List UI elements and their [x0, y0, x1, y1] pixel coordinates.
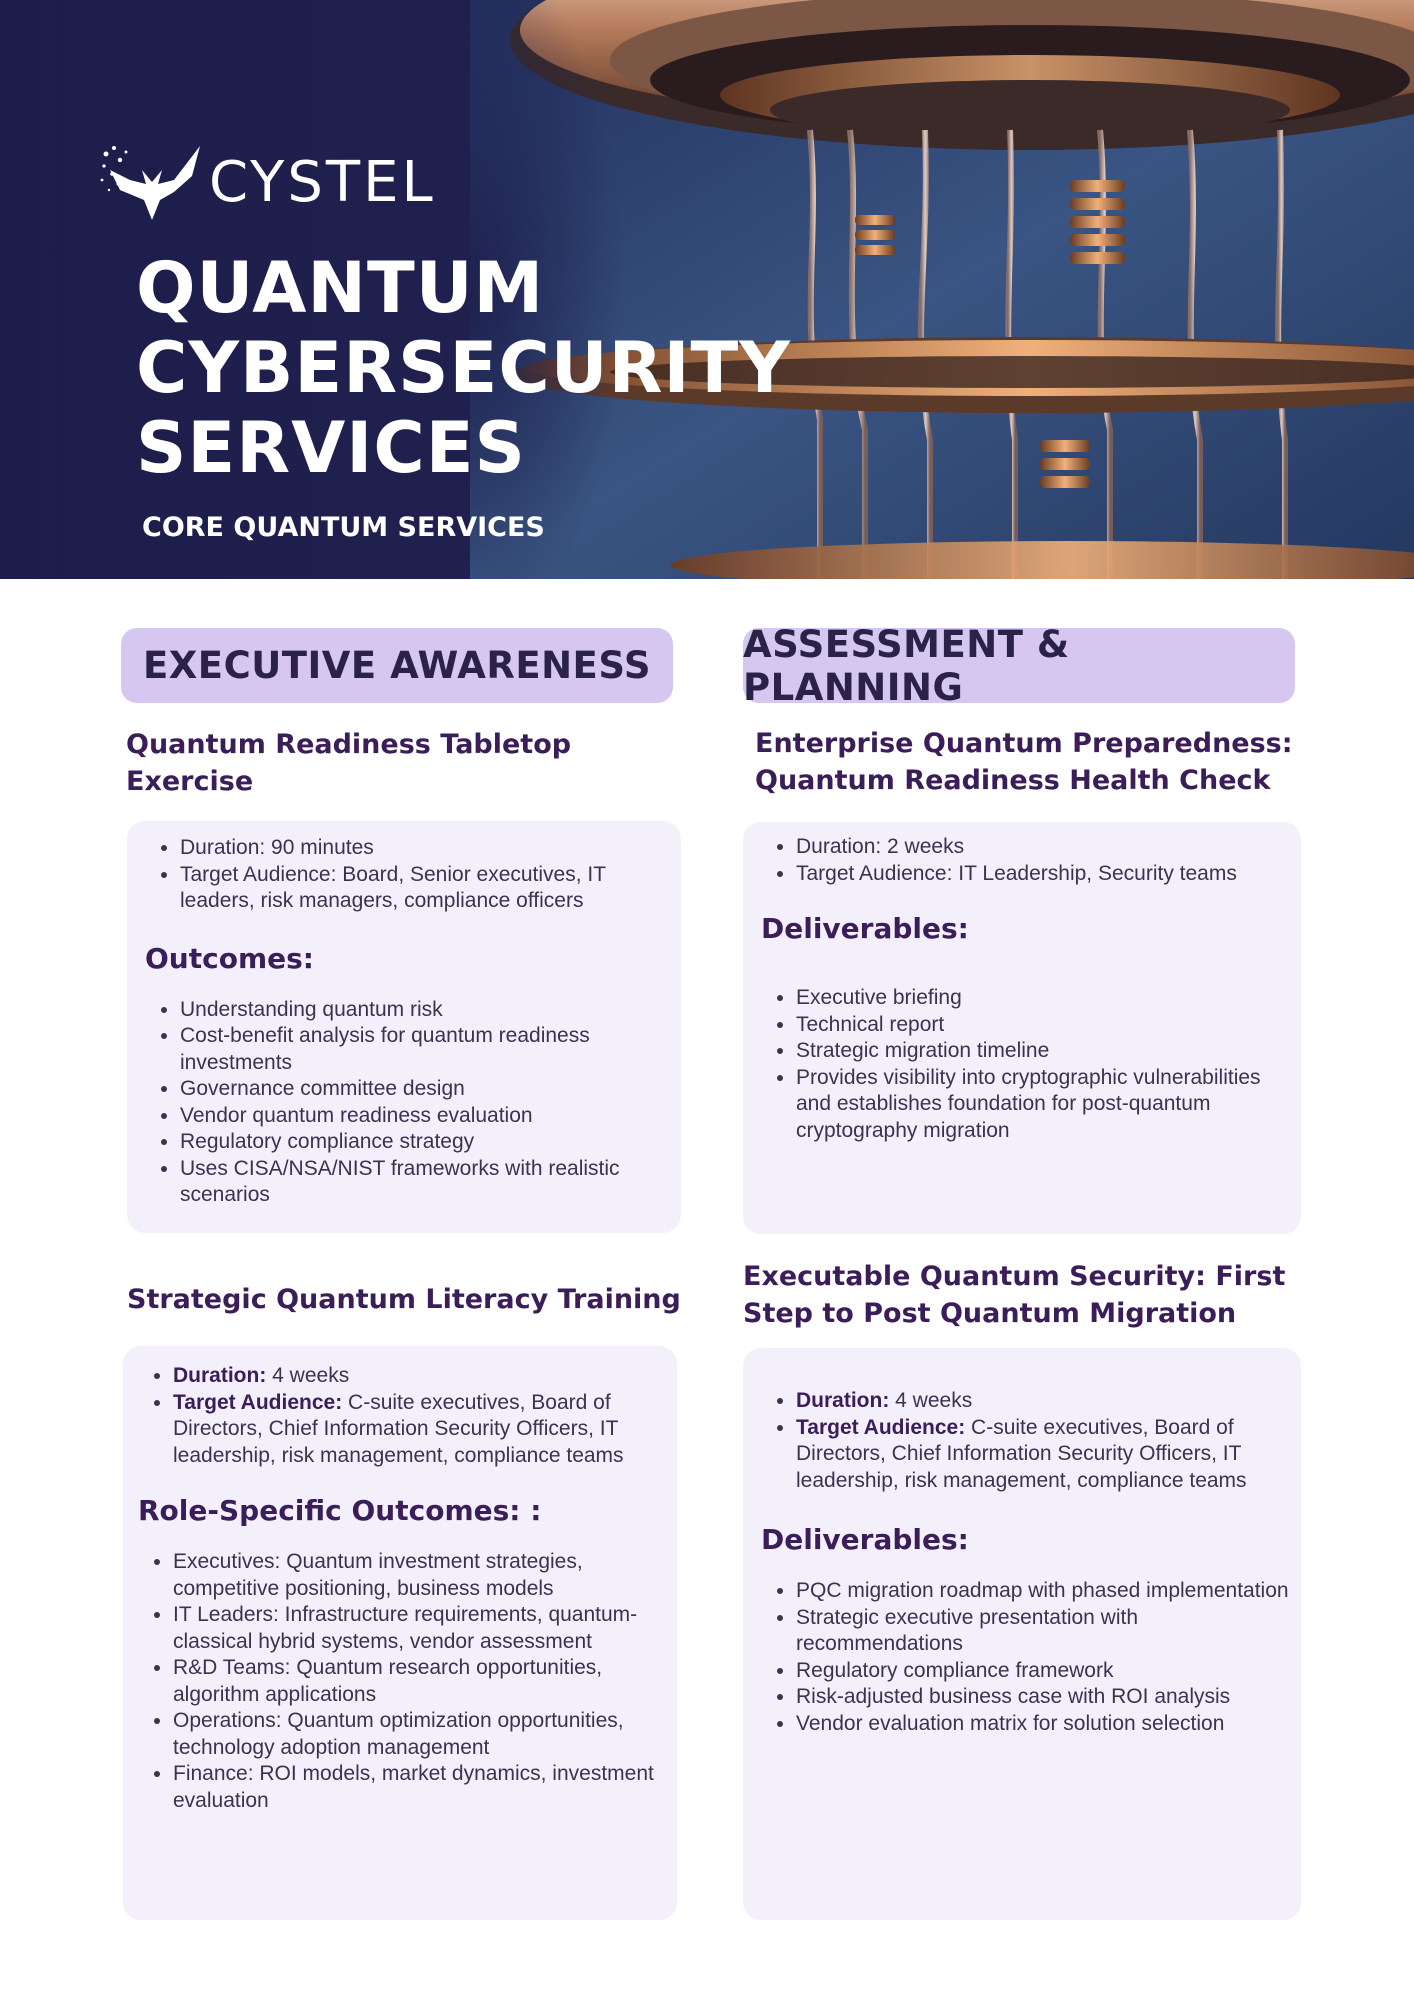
title-line: SERVICES — [136, 407, 526, 489]
section-header-assessment-planning: ASSESSMENT & PLANNING — [743, 628, 1295, 703]
list-item: • R&D Teams: Quantum research opportunities, algorithm applications — [173, 1655, 663, 1708]
card-migration — [743, 1348, 1301, 1920]
duration-value: 4 weeks — [266, 1364, 350, 1387]
duration-label: Duration: — [173, 1364, 267, 1387]
eagle-logo-icon — [100, 140, 205, 224]
outcomes-list — [145, 997, 661, 1209]
card-title-line: Step to Post Quantum Migration — [743, 1298, 1237, 1329]
title-line: QUANTUM — [136, 247, 545, 329]
page-title — [136, 248, 791, 488]
list-item: • Duration: 90 minutes — [180, 835, 661, 862]
audience-label: Target Audience: — [173, 1390, 343, 1414]
card-title-line: Quantum Readiness Health Check — [755, 765, 1271, 796]
details-list — [761, 1388, 1291, 1494]
list-item: • Governance committee design — [180, 1076, 661, 1103]
title-line: CYBERSECURITY — [136, 327, 791, 409]
card-title-tabletop — [126, 726, 571, 800]
card-title-line: Executable Quantum Security: First — [743, 1261, 1286, 1292]
list-item: • Strategic migration timeline — [796, 1038, 1291, 1065]
outcomes-heading: Outcomes: — [145, 941, 314, 975]
audience-value: C-suite executives, Board of Directors, Chief Information Security Officers, IT leadership, risk management, compliance teams — [796, 1415, 1247, 1492]
list-item: • Target Audience: IT Leadership, Security teams — [796, 861, 1291, 888]
list-item: • IT Leaders: Infrastructure requirements, quantum-classical hybrid systems, vendor assessment — [173, 1602, 663, 1655]
list-item: • Technical report — [796, 1012, 1291, 1039]
card-title-line: Strategic Quantum Literacy Training — [127, 1284, 681, 1315]
details-list — [145, 835, 661, 915]
details-list — [761, 834, 1291, 887]
card-tabletop — [127, 821, 681, 1233]
card-title-literacy — [127, 1281, 681, 1318]
card-title-line: Exercise — [126, 766, 254, 797]
card-title-line: Quantum Readiness Tabletop — [126, 729, 572, 760]
details-list — [138, 1363, 663, 1469]
card-health-check — [743, 822, 1301, 1234]
list-item: • Vendor evaluation matrix for solution selection — [796, 1711, 1291, 1738]
list-item — [173, 1363, 663, 1390]
audience-label: Target Audience: — [796, 1415, 966, 1439]
deliverables-list — [761, 1578, 1291, 1737]
list-item: • Strategic executive presentation with recommendations — [796, 1605, 1291, 1658]
list-item: • Regulatory compliance framework — [796, 1658, 1291, 1685]
deliverables-heading: Deliverables: — [761, 912, 969, 945]
list-item — [796, 1415, 1291, 1495]
list-item — [796, 1388, 1291, 1415]
section-header-executive-awareness: EXECUTIVE AWARENESS — [121, 628, 673, 703]
outcomes-heading: Role-Specific Outcomes: : — [138, 1494, 542, 1527]
audience-value: C-suite executives, Board of Directors, Chief Information Security Officers, IT leadership, risk management, compliance teams — [173, 1390, 624, 1467]
card-title-migration — [743, 1258, 1285, 1332]
card-title-line: Enterprise Quantum Preparedness: — [755, 728, 1293, 759]
card-title-health-check — [755, 725, 1293, 799]
list-item: • Duration: 2 weeks — [796, 834, 1291, 861]
logo-wordmark: CYSTEL — [209, 149, 436, 215]
list-item: • Provides visibility into cryptographic vulnerabilities and establishes foundation for post-quantum cryptography migration — [796, 1065, 1291, 1145]
list-item: • Vendor quantum readiness evaluation — [180, 1103, 661, 1130]
list-item: • Regulatory compliance strategy — [180, 1129, 661, 1156]
list-item: • Target Audience: Board, Senior executives, IT leaders, risk managers, compliance officers — [180, 862, 661, 915]
list-item: • Executives: Quantum investment strategies, competitive positioning, business models — [173, 1549, 663, 1602]
duration-label: Duration: — [796, 1389, 890, 1412]
duration-value: 4 weeks — [889, 1389, 973, 1412]
card-literacy — [123, 1346, 677, 1920]
list-item: • Operations: Quantum optimization opportunities, technology adoption management — [173, 1708, 663, 1761]
list-item: • Cost-benefit analysis for quantum readiness investments — [180, 1023, 661, 1076]
list-item: • PQC migration roadmap with phased implementation — [796, 1578, 1291, 1605]
list-item: • Risk-adjusted business case with ROI analysis — [796, 1684, 1291, 1711]
list-item — [173, 1390, 663, 1470]
deliverables-heading: Deliverables: — [761, 1523, 969, 1556]
list-item: • Uses CISA/NSA/NIST frameworks with realistic scenarios — [180, 1156, 661, 1209]
hero-banner — [0, 0, 1414, 579]
list-item: • Executive briefing — [796, 985, 1291, 1012]
cystel-logo — [100, 140, 436, 224]
list-item: • Understanding quantum risk — [180, 997, 661, 1024]
list-item: • Finance: ROI models, market dynamics, investment evaluation — [173, 1761, 663, 1814]
deliverables-list — [761, 985, 1291, 1144]
page-subtitle: CORE QUANTUM SERVICES — [142, 512, 545, 543]
outcomes-list — [138, 1549, 663, 1814]
